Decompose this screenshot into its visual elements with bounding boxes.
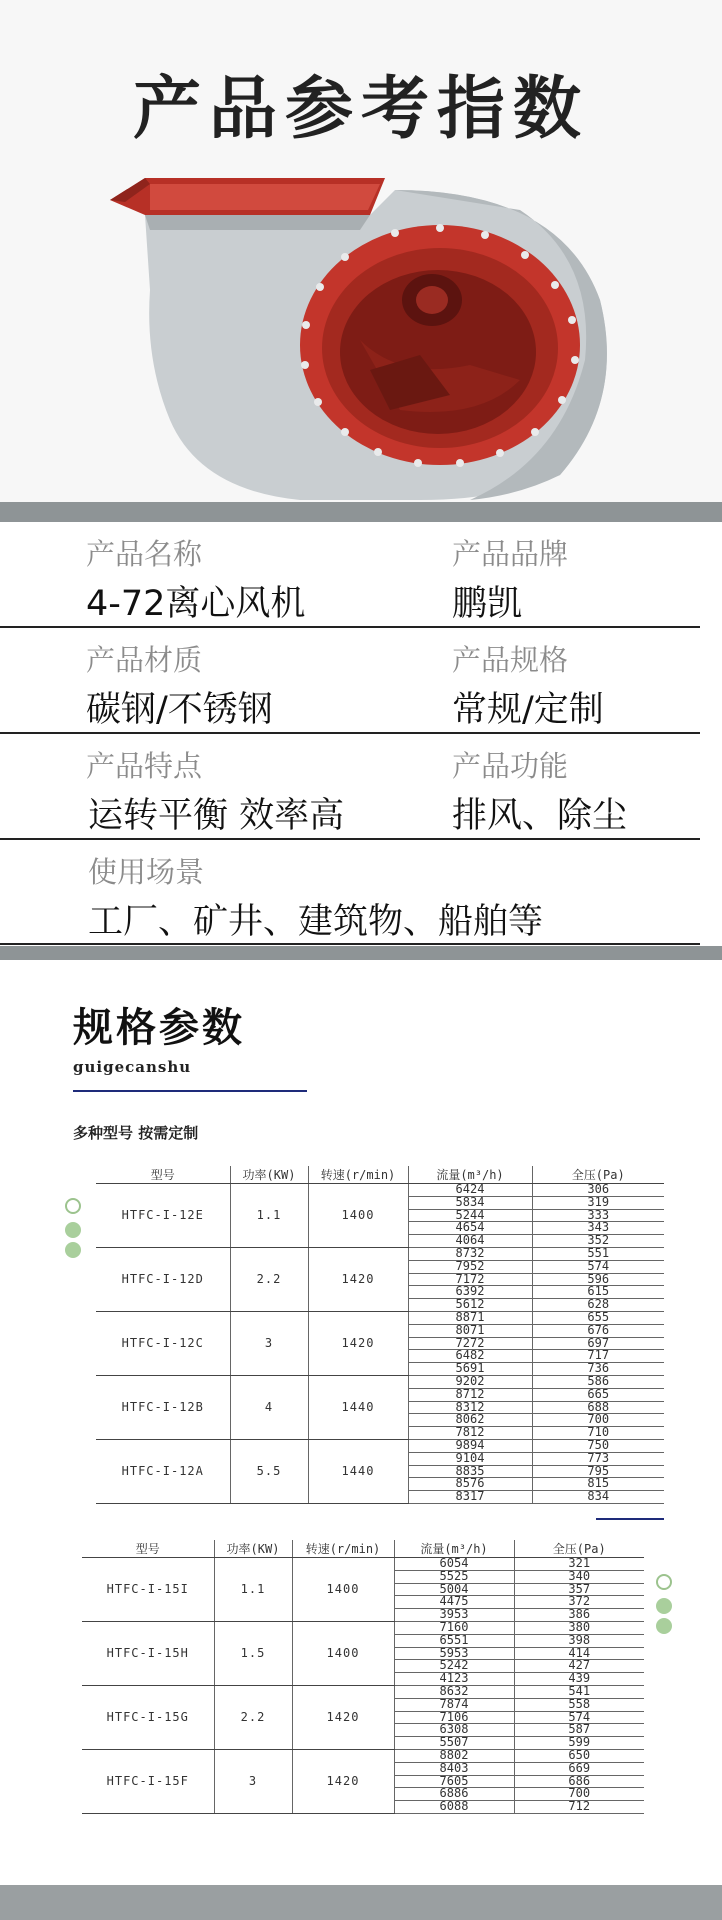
cell-model: HTFC-I-15I bbox=[82, 1558, 214, 1622]
product-brand-label: 产品品牌 bbox=[452, 537, 569, 571]
cell-power: 3 bbox=[214, 1749, 292, 1813]
cell-flow: 7106 bbox=[394, 1711, 514, 1724]
fan-product-image bbox=[0, 170, 722, 502]
product-spec-value: 常规/定制 bbox=[452, 690, 604, 730]
cell-flow: 8317 bbox=[408, 1491, 532, 1504]
cell-model: HTFC-I-12B bbox=[96, 1375, 230, 1439]
cell-flow: 5242 bbox=[394, 1660, 514, 1673]
cell-flow: 8071 bbox=[408, 1324, 532, 1337]
cell-flow: 6551 bbox=[394, 1634, 514, 1647]
cell-flow: 8312 bbox=[408, 1401, 532, 1414]
cell-flow: 8802 bbox=[394, 1749, 514, 1762]
cell-model: HTFC-I-12E bbox=[96, 1184, 230, 1248]
cell-pressure: 357 bbox=[514, 1583, 644, 1596]
cell-pressure: 541 bbox=[514, 1685, 644, 1698]
cell-pressure: 676 bbox=[532, 1324, 664, 1337]
cell-speed: 1440 bbox=[308, 1439, 408, 1503]
cell-power: 3 bbox=[230, 1311, 308, 1375]
table-row bbox=[96, 1439, 664, 1452]
cell-flow: 5525 bbox=[394, 1570, 514, 1583]
table-end-line bbox=[596, 1518, 664, 1520]
cell-flow: 6088 bbox=[394, 1801, 514, 1814]
cell-flow: 7952 bbox=[408, 1260, 532, 1273]
col-header-pressure: 全压(Pa) bbox=[532, 1166, 664, 1184]
col-header-flow: 流量(m³/h) bbox=[408, 1166, 532, 1184]
decor-dot bbox=[656, 1598, 672, 1614]
cell-power: 4 bbox=[230, 1375, 308, 1439]
cell-pressure: 697 bbox=[532, 1337, 664, 1350]
cell-power: 2.2 bbox=[214, 1685, 292, 1749]
cell-flow: 5244 bbox=[408, 1209, 532, 1222]
cell-pressure: 665 bbox=[532, 1388, 664, 1401]
spec-table-15 bbox=[82, 1540, 644, 1814]
cell-flow: 8732 bbox=[408, 1247, 532, 1260]
cell-speed: 1440 bbox=[308, 1375, 408, 1439]
cell-pressure: 398 bbox=[514, 1634, 644, 1647]
cell-pressure: 587 bbox=[514, 1724, 644, 1737]
cell-pressure: 686 bbox=[514, 1775, 644, 1788]
cell-pressure: 700 bbox=[532, 1414, 664, 1427]
table-row bbox=[82, 1685, 644, 1698]
cell-flow: 6424 bbox=[408, 1184, 532, 1197]
col-header-speed: 转速(r/min) bbox=[308, 1166, 408, 1184]
cell-flow: 8403 bbox=[394, 1762, 514, 1775]
divider bbox=[0, 838, 700, 840]
table-row bbox=[96, 1375, 664, 1388]
footer-band bbox=[0, 1885, 722, 1920]
spec-tagline: 多种型号 按需定制 bbox=[73, 1124, 199, 1142]
cell-model: HTFC-I-15H bbox=[82, 1621, 214, 1685]
cell-pressure: 352 bbox=[532, 1235, 664, 1248]
product-material-label: 产品材质 bbox=[86, 643, 203, 677]
fan-hub bbox=[416, 286, 448, 314]
decor-dot bbox=[65, 1242, 81, 1258]
cell-flow: 8632 bbox=[394, 1685, 514, 1698]
col-header-speed: 转速(r/min) bbox=[292, 1540, 394, 1558]
cell-speed: 1400 bbox=[292, 1558, 394, 1622]
cell-pressure: 700 bbox=[514, 1788, 644, 1801]
col-header-pressure: 全压(Pa) bbox=[514, 1540, 644, 1558]
cell-power: 1.1 bbox=[214, 1558, 292, 1622]
cell-model: HTFC-I-12C bbox=[96, 1311, 230, 1375]
divider bbox=[0, 626, 700, 628]
cell-pressure: 321 bbox=[514, 1558, 644, 1571]
cell-flow: 4475 bbox=[394, 1596, 514, 1609]
cell-pressure: 586 bbox=[532, 1375, 664, 1388]
cell-power: 1.5 bbox=[214, 1621, 292, 1685]
cell-pressure: 427 bbox=[514, 1660, 644, 1673]
cell-flow: 8835 bbox=[408, 1465, 532, 1478]
cell-speed: 1400 bbox=[292, 1621, 394, 1685]
cell-pressure: 386 bbox=[514, 1609, 644, 1622]
cell-pressure: 574 bbox=[532, 1260, 664, 1273]
cell-flow: 7605 bbox=[394, 1775, 514, 1788]
cell-pressure: 736 bbox=[532, 1363, 664, 1376]
cell-flow: 5004 bbox=[394, 1583, 514, 1596]
cell-pressure: 750 bbox=[532, 1439, 664, 1452]
product-usage-value: 工厂、矿井、建筑物、船舶等 bbox=[88, 902, 544, 942]
cell-pressure: 439 bbox=[514, 1673, 644, 1686]
decor-dot bbox=[656, 1618, 672, 1634]
cell-pressure: 655 bbox=[532, 1311, 664, 1324]
cell-flow: 4064 bbox=[408, 1235, 532, 1248]
cell-pressure: 306 bbox=[532, 1184, 664, 1197]
cell-pressure: 414 bbox=[514, 1647, 644, 1660]
cell-pressure: 650 bbox=[514, 1749, 644, 1762]
product-usage-label: 使用场景 bbox=[88, 855, 205, 889]
cell-flow: 6886 bbox=[394, 1788, 514, 1801]
cell-flow: 8712 bbox=[408, 1388, 532, 1401]
divider bbox=[0, 943, 700, 945]
cell-flow: 6392 bbox=[408, 1286, 532, 1299]
col-header-flow: 流量(m³/h) bbox=[394, 1540, 514, 1558]
cell-flow: 7874 bbox=[394, 1698, 514, 1711]
page-title: 产品参考指数 bbox=[132, 70, 589, 149]
cell-pressure: 773 bbox=[532, 1452, 664, 1465]
cell-power: 5.5 bbox=[230, 1439, 308, 1503]
cell-flow: 6308 bbox=[394, 1724, 514, 1737]
cell-pressure: 343 bbox=[532, 1222, 664, 1235]
cell-flow: 8871 bbox=[408, 1311, 532, 1324]
spec-underline bbox=[73, 1090, 307, 1092]
cell-pressure: 558 bbox=[514, 1698, 644, 1711]
section-band bbox=[0, 502, 722, 522]
cell-flow: 3953 bbox=[394, 1609, 514, 1622]
cell-power: 2.2 bbox=[230, 1247, 308, 1311]
cell-flow: 5507 bbox=[394, 1737, 514, 1750]
cell-flow: 4123 bbox=[394, 1673, 514, 1686]
product-feature-value: 运转平衡 效率高 bbox=[88, 796, 345, 836]
cell-flow: 4654 bbox=[408, 1222, 532, 1235]
col-header-model: 型号 bbox=[82, 1540, 214, 1558]
product-spec-label: 产品规格 bbox=[452, 643, 569, 677]
cell-pressure: 615 bbox=[532, 1286, 664, 1299]
section-band bbox=[0, 946, 722, 960]
product-brand-value: 鹏凯 bbox=[452, 584, 523, 624]
product-name-label: 产品名称 bbox=[86, 537, 203, 571]
cell-flow: 7160 bbox=[394, 1621, 514, 1634]
cell-pressure: 795 bbox=[532, 1465, 664, 1478]
cell-pressure: 717 bbox=[532, 1350, 664, 1363]
cell-pressure: 319 bbox=[532, 1196, 664, 1209]
cell-pressure: 340 bbox=[514, 1570, 644, 1583]
cell-pressure: 669 bbox=[514, 1762, 644, 1775]
spec-table-12 bbox=[96, 1166, 664, 1504]
table-row bbox=[82, 1558, 644, 1571]
table-row bbox=[96, 1184, 664, 1197]
cell-speed: 1400 bbox=[308, 1184, 408, 1248]
cell-flow: 8062 bbox=[408, 1414, 532, 1427]
cell-pressure: 815 bbox=[532, 1478, 664, 1491]
cell-flow: 8576 bbox=[408, 1478, 532, 1491]
cell-pressure: 372 bbox=[514, 1596, 644, 1609]
cell-flow: 7272 bbox=[408, 1337, 532, 1350]
cell-pressure: 551 bbox=[532, 1247, 664, 1260]
table-row bbox=[96, 1247, 664, 1260]
spec-title: 规格参数 bbox=[73, 1004, 245, 1051]
cell-flow: 7812 bbox=[408, 1427, 532, 1440]
cell-speed: 1420 bbox=[308, 1247, 408, 1311]
cell-power: 1.1 bbox=[230, 1184, 308, 1248]
cell-speed: 1420 bbox=[292, 1749, 394, 1813]
cell-pressure: 712 bbox=[514, 1801, 644, 1814]
cell-model: HTFC-I-12D bbox=[96, 1247, 230, 1311]
table-row bbox=[96, 1311, 664, 1324]
product-name-value: 4-72离心风机 bbox=[86, 584, 306, 624]
cell-model: HTFC-I-15G bbox=[82, 1685, 214, 1749]
cell-model: HTFC-I-12A bbox=[96, 1439, 230, 1503]
table-row bbox=[82, 1621, 644, 1634]
cell-flow: 9104 bbox=[408, 1452, 532, 1465]
cell-speed: 1420 bbox=[308, 1311, 408, 1375]
cell-pressure: 596 bbox=[532, 1273, 664, 1286]
col-header-power: 功率(KW) bbox=[214, 1540, 292, 1558]
cell-flow: 5612 bbox=[408, 1299, 532, 1312]
cell-flow: 6054 bbox=[394, 1558, 514, 1571]
cell-flow: 9202 bbox=[408, 1375, 532, 1388]
table-row bbox=[82, 1749, 644, 1762]
product-function-value: 排风、除尘 bbox=[452, 796, 628, 836]
product-feature-label: 产品特点 bbox=[86, 749, 203, 783]
cell-pressure: 710 bbox=[532, 1427, 664, 1440]
decor-dot bbox=[65, 1222, 81, 1238]
cell-flow: 5834 bbox=[408, 1196, 532, 1209]
cell-pressure: 834 bbox=[532, 1491, 664, 1504]
cell-speed: 1420 bbox=[292, 1685, 394, 1749]
cell-pressure: 599 bbox=[514, 1737, 644, 1750]
cell-pressure: 380 bbox=[514, 1621, 644, 1634]
cell-pressure: 574 bbox=[514, 1711, 644, 1724]
decor-dot bbox=[65, 1198, 81, 1214]
product-material-value: 碳钢/不锈钢 bbox=[86, 690, 273, 730]
cell-flow: 5953 bbox=[394, 1647, 514, 1660]
cell-flow: 6482 bbox=[408, 1350, 532, 1363]
spec-subtitle: guigecanshu bbox=[73, 1058, 192, 1076]
cell-flow: 5691 bbox=[408, 1363, 532, 1376]
decor-dot bbox=[656, 1574, 672, 1590]
divider bbox=[0, 732, 700, 734]
cell-flow: 9894 bbox=[408, 1439, 532, 1452]
col-header-power: 功率(KW) bbox=[230, 1166, 308, 1184]
cell-pressure: 333 bbox=[532, 1209, 664, 1222]
cell-pressure: 628 bbox=[532, 1299, 664, 1312]
cell-flow: 7172 bbox=[408, 1273, 532, 1286]
cell-pressure: 688 bbox=[532, 1401, 664, 1414]
product-function-label: 产品功能 bbox=[452, 749, 569, 783]
cell-model: HTFC-I-15F bbox=[82, 1749, 214, 1813]
col-header-model: 型号 bbox=[96, 1166, 230, 1184]
